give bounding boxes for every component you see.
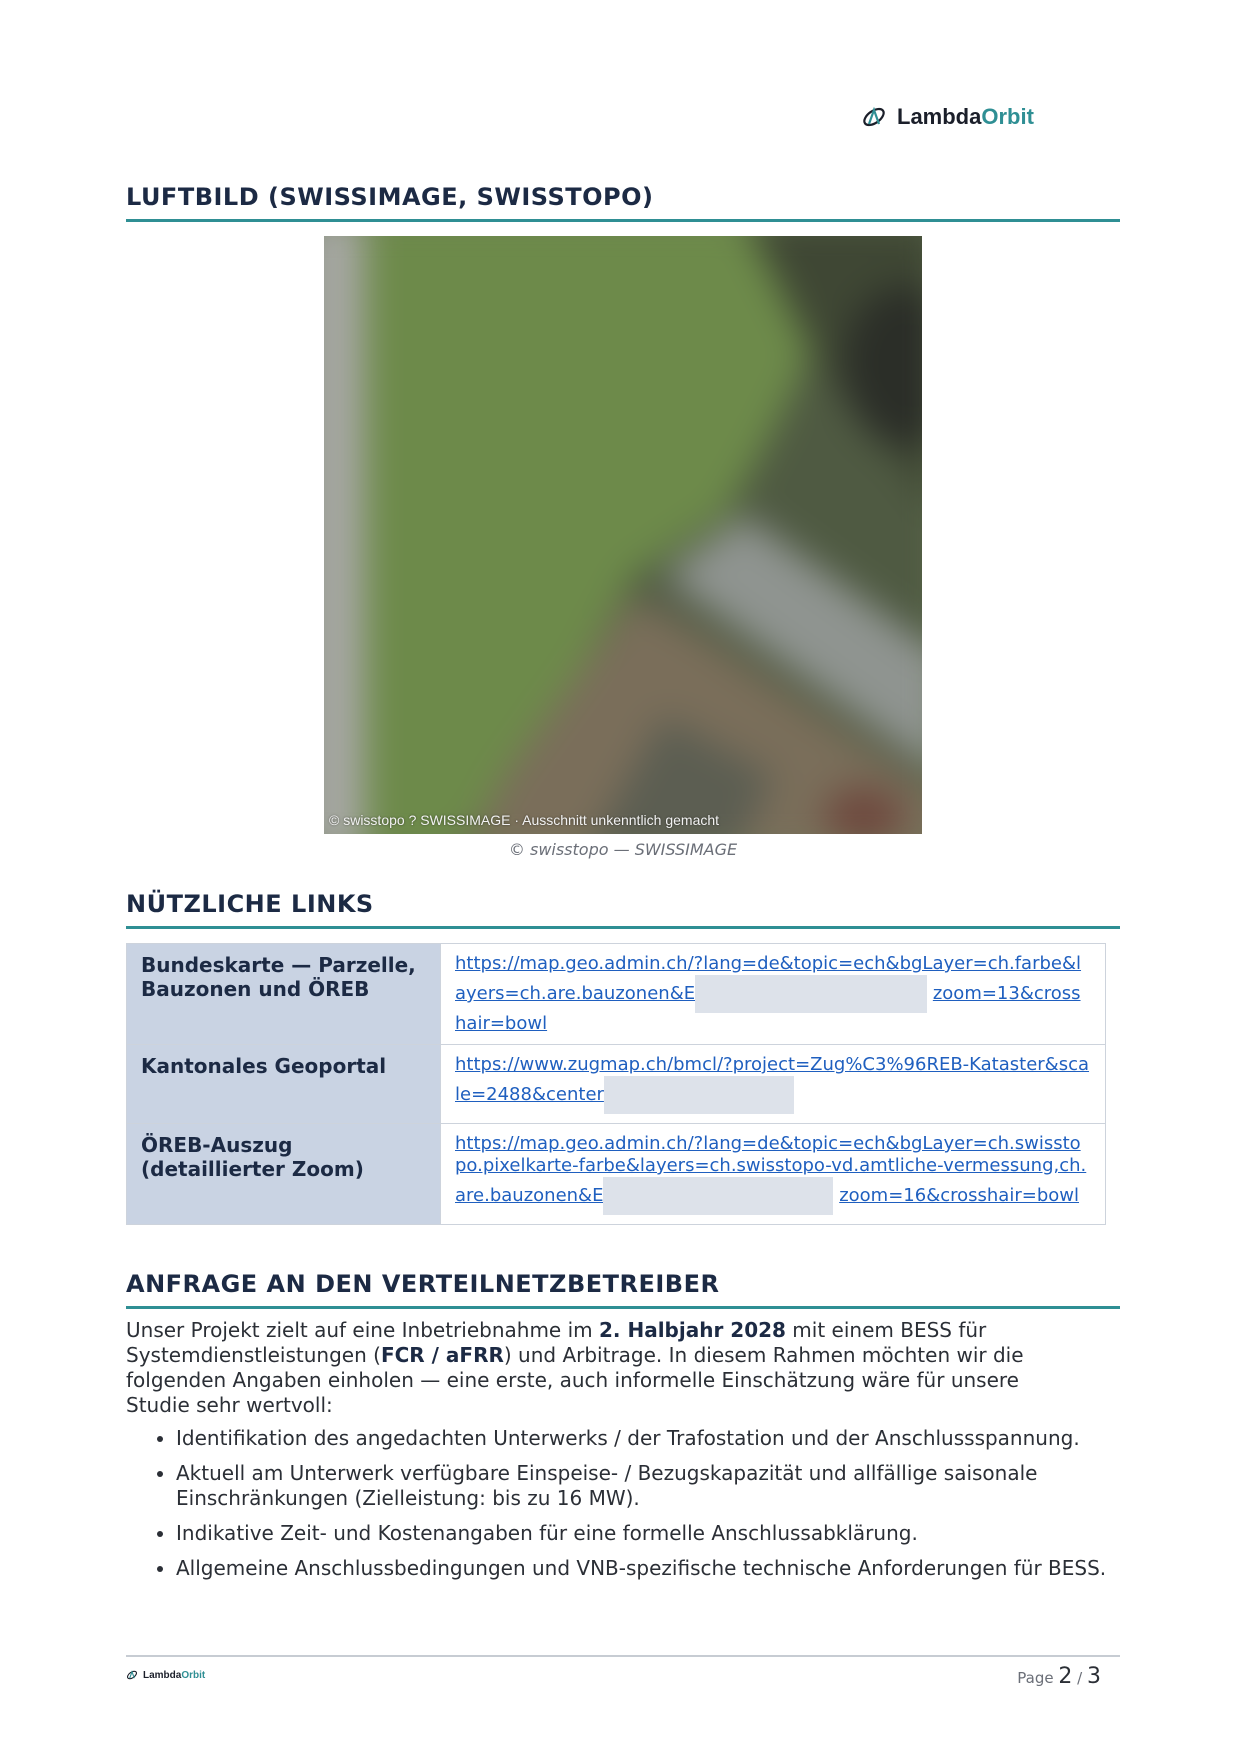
lambdaorbit-logo-icon xyxy=(126,1669,138,1681)
page-number: Page 2 / 3 xyxy=(1017,1664,1101,1689)
link-url[interactable]: https://map.geo.admin.ch/?lang=de&topic=ech&bgLayer=ch.swisstopo.pixelkarte-farbe&layers=ch.swisstopo-vd.amtliche-vermessung,ch.are.bauzonen&E xyxy=(455,1133,1087,1206)
table-row xyxy=(127,944,1106,1045)
link-url[interactable]: https://www.zugmap.ch/bmcl/?project=Zug%C3%96REB-Kataster&scale=2488&center xyxy=(455,1054,1090,1105)
link-url-end[interactable]: zoom=16&crosshair=bowl xyxy=(839,1185,1079,1206)
footer-logo xyxy=(126,1669,205,1681)
link-label: ÖREB-Auszug (detaillierter Zoom) xyxy=(127,1124,441,1225)
list-item: • Aktuell am Unterwerk verfügbare Einspeise- / Bezugskapazität und allfällige saisonale Einschränkungen (Zielleistung: bis zu 16 MW). xyxy=(176,1461,1136,1511)
section-title-request: ANFRAGE AN DEN VERTEILNETZBETREIBER xyxy=(126,1270,1120,1309)
table-row xyxy=(127,1124,1106,1225)
redacted-block xyxy=(603,1177,833,1215)
section-title-aerial: LUFTBILD (SWISSIMAGE, SWISSTOPO) xyxy=(126,183,1120,222)
link-cell xyxy=(441,1045,1106,1124)
redacted-block xyxy=(695,975,927,1013)
list-item: • Allgemeine Anschlussbedingungen und VNB-spezifische technische Anforderungen für BESS. xyxy=(176,1556,1136,1581)
aerial-photo-blurred xyxy=(324,236,922,834)
link-cell xyxy=(441,944,1106,1045)
link-label: Kantonales Geoportal xyxy=(127,1045,441,1124)
request-paragraph: Unser Projekt zielt auf eine Inbetriebnahme im 2. Halbjahr 2028 mit einem BESS für Systemdienstleistungen (FCR / aFRR) und Arbitrage. In diesem Rahmen möchten wir die folgenden Angaben einholen — eine erste, auch informelle Einschätzung wäre für unsere Studie sehr wertvoll: xyxy=(126,1318,1024,1417)
redacted-block xyxy=(604,1076,794,1114)
aerial-photo xyxy=(324,236,922,834)
request-list xyxy=(126,1426,1136,1591)
services-highlight: FCR / aFRR xyxy=(380,1343,504,1367)
target-date: 2. Halbjahr 2028 xyxy=(598,1318,786,1342)
list-item: • Indikative Zeit- und Kostenangaben für eine formelle Anschlussabklärung. xyxy=(176,1521,1136,1546)
list-item: • Identifikation des angedachten Unterwerks / der Trafostation und der Anschlussspannung. xyxy=(176,1426,1136,1451)
links-table xyxy=(126,943,1106,1225)
link-cell xyxy=(441,1124,1106,1225)
photo-caption: © swisstopo — SWISSIMAGE xyxy=(508,840,738,859)
link-url[interactable]: https://map.geo.admin.ch/?lang=de&topic=ech&bgLayer=ch.farbe&layers=ch.are.bauzonen&E xyxy=(455,953,1082,1004)
photo-credit-overlay: © swisstopo ? SWISSIMAGE · Ausschnitt unkenntlich gemacht xyxy=(329,812,720,828)
logo-wordmark: LambdaOrbit xyxy=(143,1669,206,1681)
section-title-links: NÜTZLICHE LINKS xyxy=(126,890,1120,929)
logo-wordmark: LambdaOrbit xyxy=(897,104,1034,129)
lambdaorbit-logo-icon xyxy=(861,104,887,130)
footer-divider xyxy=(126,1655,1120,1657)
link-label: Bundeskarte — Parzelle, Bauzonen und ÖREB xyxy=(127,944,441,1045)
link-url-end[interactable]: zoom=13&crosshair=bowl xyxy=(455,983,1081,1034)
table-row xyxy=(127,1045,1106,1124)
header-logo xyxy=(861,104,1034,130)
